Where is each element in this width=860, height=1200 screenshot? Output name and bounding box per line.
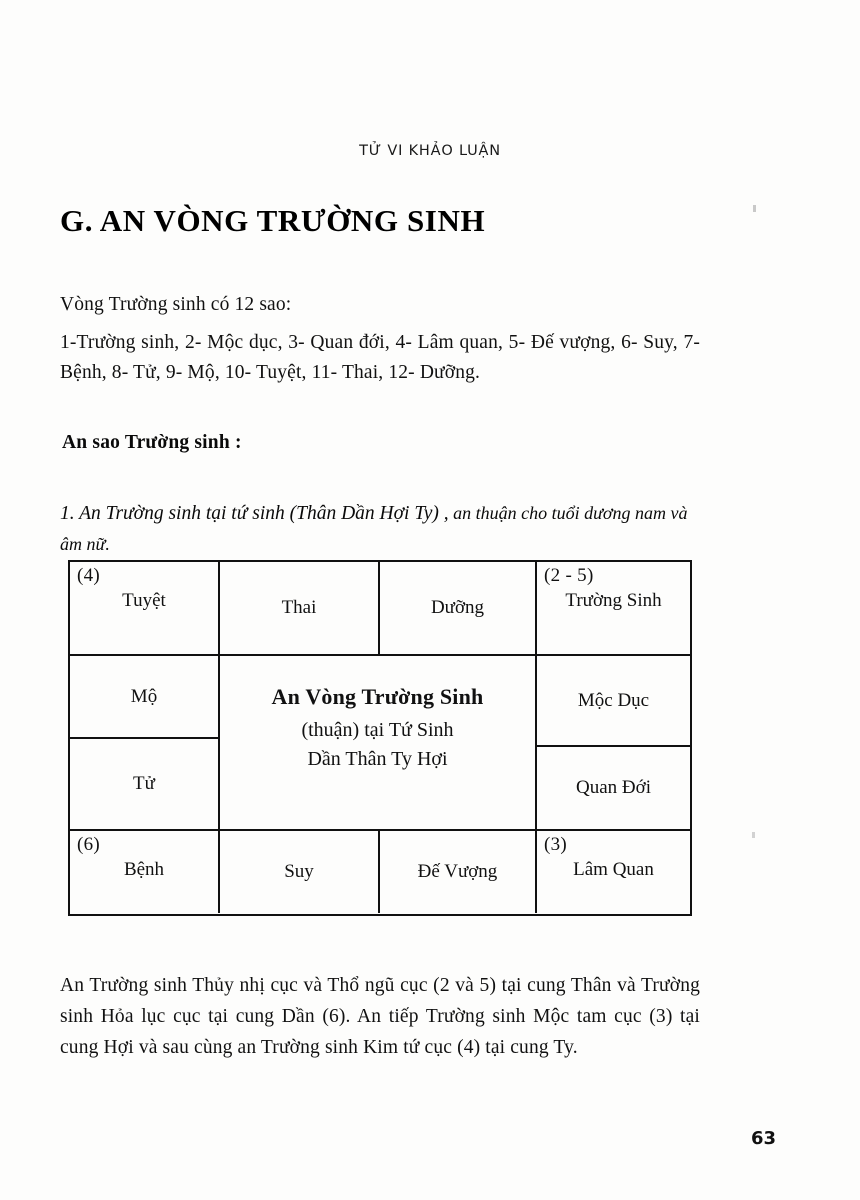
chart-cell-lam-quan-number: (3) bbox=[544, 834, 568, 855]
chart-cell-lam-quan bbox=[537, 831, 690, 913]
chart-cell-moc-duc-label: Mộc Dục bbox=[577, 689, 650, 711]
chart-cell-suy bbox=[220, 831, 380, 913]
chart-cell-mo-label: Mộ bbox=[130, 685, 158, 707]
chart-cell-thai-label: Thai bbox=[281, 597, 317, 618]
chart-cell-moc-duc bbox=[537, 656, 690, 747]
chart-cell-truong-sinh bbox=[537, 562, 690, 656]
closing-paragraph: An Trường sinh Thủy nhị cục và Thổ ngũ cục (2 và 5) tại cung Thân và Trường sinh Hỏa lục cục tại cung Dần (6). An tiếp Trường sinh Mộc tam cục (3) tại cung Hợi và sau cùng an Trường sinh Kim tứ cục (4) tại cung Ty. bbox=[60, 974, 700, 1058]
scan-artifact-speck bbox=[753, 205, 756, 212]
page-number: 63 bbox=[750, 1128, 776, 1149]
chart-cell-duong-label: Dưỡng bbox=[430, 597, 485, 618]
scan-artifact-speck-lower bbox=[752, 832, 755, 838]
chart-cell-benh bbox=[70, 831, 220, 913]
chart-cell-lam-quan-label: Lâm Quan bbox=[573, 859, 654, 880]
chart-cell-tu bbox=[70, 739, 220, 831]
chart-cell-suy-label: Suy bbox=[284, 861, 314, 882]
chart-cell-tuyet-label: Tuyệt bbox=[122, 590, 166, 611]
chart-cell-mo bbox=[70, 656, 220, 739]
chart-cell-de-vuong-label: Đế Vượng bbox=[417, 861, 498, 882]
chart-cell-duong bbox=[380, 562, 537, 656]
chart-cell-quan-doi-label: Quan Đới bbox=[576, 777, 651, 798]
section-label: An sao Trường sinh : bbox=[62, 432, 242, 453]
chart-center-subtitle-line-1: (thuận) tại Tứ Sinh bbox=[301, 719, 454, 741]
chart-cell-de-vuong bbox=[380, 831, 537, 913]
rule-one-tail: an thuận cho tuổi dương nam và âm nữ. bbox=[60, 502, 688, 554]
chart-cell-thai bbox=[220, 562, 380, 656]
chart-cell-benh-number: (6) bbox=[77, 834, 101, 855]
chart-cell-tuyet-number: (4) bbox=[77, 565, 101, 586]
running-head: TỬ VI KHẢO LUẬN bbox=[359, 143, 501, 159]
star-list-paragraph: 1-Trường sinh, 2- Mộc dục, 3- Quan đới, 4- Lâm quan, 5- Đế vượng, 6- Suy, 7- Bệnh, 8- Tử, 9- Mộ, 10- Tuyệt, 11- Thai, 12- Dưỡng. bbox=[60, 331, 700, 383]
chart-cell-benh-label: Bệnh bbox=[123, 859, 165, 880]
truong-sinh-chart bbox=[68, 560, 692, 916]
rule-one-paragraph bbox=[60, 498, 705, 560]
chart-center-title: An Vòng Trường Sinh bbox=[271, 684, 484, 709]
chart-cell-truong-sinh-label: Trường Sinh bbox=[565, 590, 662, 611]
rule-one-main: 1. An Trường sinh tại tứ sinh (Thân Dần Hợi Ty) , bbox=[60, 502, 449, 524]
chart-center-subtitle bbox=[220, 716, 535, 774]
chart-center-subtitle-line-2: Dần Thân Ty Hợi bbox=[307, 748, 448, 770]
chart-center-cell bbox=[220, 656, 537, 831]
intro-paragraph: Vòng Trường sinh có 12 sao: bbox=[60, 293, 292, 315]
chart-cell-truong-sinh-number: (2 - 5) bbox=[544, 565, 594, 586]
page-title: G. AN VÒNG TRƯỜNG SINH bbox=[60, 202, 486, 238]
chart-cell-tuyet bbox=[70, 562, 220, 656]
chart-cell-quan-doi bbox=[537, 747, 690, 831]
chart-cell-tu-label: Tử bbox=[133, 773, 155, 794]
